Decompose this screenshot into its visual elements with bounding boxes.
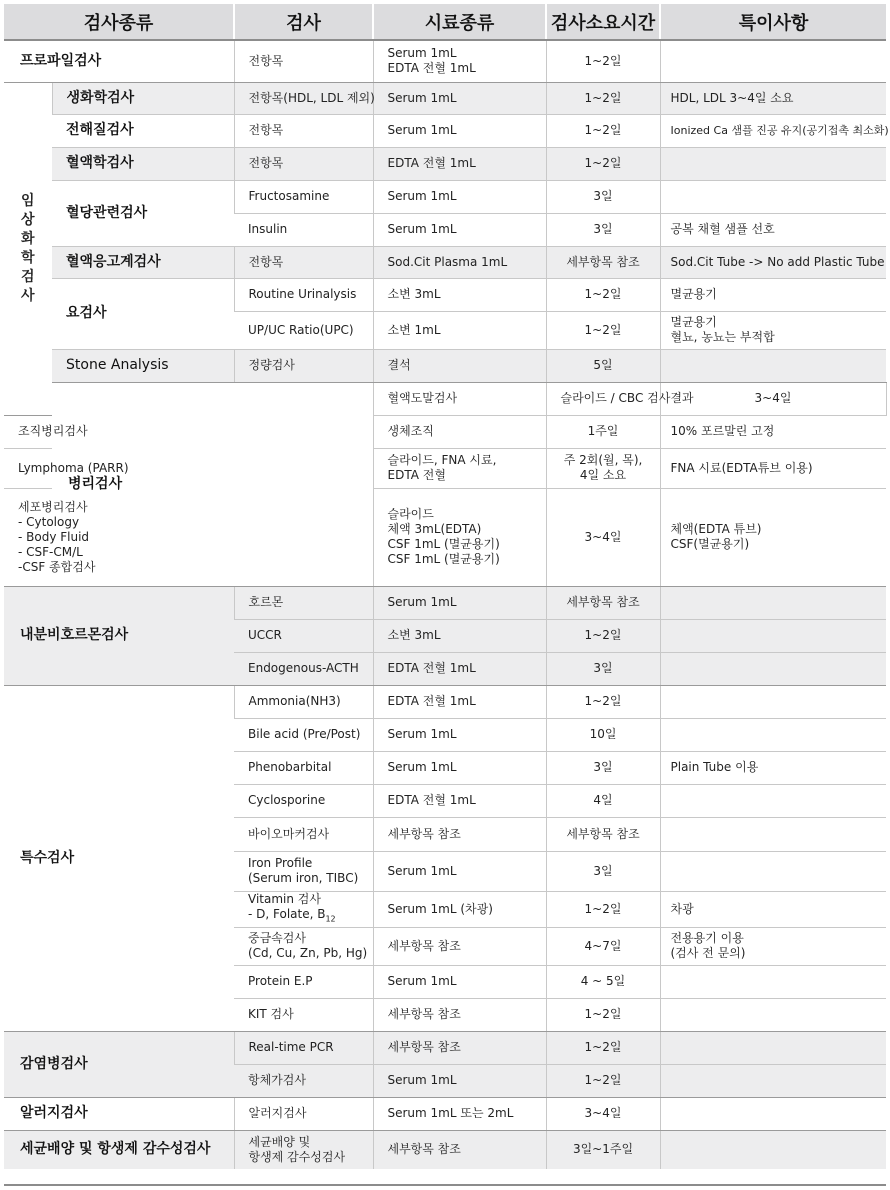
time-cell: 1~2일 — [546, 1031, 660, 1064]
test-cell — [4, 488, 96, 586]
sample-line: EDTA 전혈 1mL — [387, 61, 476, 76]
note-line: (검사 전 문의) — [670, 946, 746, 960]
sample-cell: Serum 1mL — [373, 718, 546, 751]
time-cell: 3일 — [546, 751, 660, 784]
time-cell: 4일 — [546, 784, 660, 817]
table-row — [4, 180, 886, 213]
subcategory-stone: Stone Analysis — [52, 349, 234, 382]
test-cell: 전항목 — [234, 40, 373, 82]
test-line: Iron Profile — [248, 856, 313, 870]
time-cell: 3일 — [546, 180, 660, 213]
sample-cell: 결석 — [373, 349, 546, 382]
test-cell: 혈액도말검사 — [373, 382, 546, 415]
vitamin-list: - D, Folate, B — [248, 906, 326, 921]
note-cell — [660, 685, 886, 718]
header-note: 특이사항 — [660, 4, 886, 40]
sample-cell: Serum 1mL — [373, 114, 546, 147]
note-cell: HDL, LDL 3~4일 소요 — [660, 82, 886, 114]
sample-cell: Serum 1mL — [373, 965, 546, 998]
category-char: 임 — [20, 192, 35, 209]
subscript: 12 — [325, 914, 336, 924]
sample-cell: 소변 3mL — [373, 278, 546, 311]
test-line: Vitamin 검사 — [248, 891, 321, 906]
table-row — [4, 278, 886, 311]
test-cell: Real-time PCR — [234, 1031, 373, 1064]
header-test: 검사 — [234, 4, 373, 40]
test-cell: 항체가검사 — [234, 1064, 373, 1097]
sample-cell: Serum 1mL — [373, 180, 546, 213]
category-clinical — [4, 82, 52, 415]
test-cell: Lymphoma (PARR) — [4, 448, 52, 488]
time-cell: 5일 — [546, 349, 660, 382]
sample-cell: 세부항목 참조 — [373, 927, 546, 965]
note-cell: Ionized Ca 샘플 진공 유지(공기접촉 최소화) — [660, 114, 886, 147]
table-row — [4, 382, 886, 415]
time-cell: 1~2일 — [546, 114, 660, 147]
time-cell: 1~2일 — [546, 619, 660, 652]
sample-line: 체액 3mL(EDTA) — [387, 522, 482, 536]
time-cell: 3~4일 — [546, 488, 660, 586]
time-cell: 3~4일 — [546, 1097, 660, 1130]
test-cell: KIT 검사 — [234, 998, 373, 1031]
category-char: 화 — [20, 230, 35, 247]
note-line: 혈뇨, 농뇨는 부적합 — [670, 330, 775, 344]
time-cell — [546, 448, 660, 488]
note-cell — [660, 40, 886, 82]
note-line: CSF(멸균용기) — [670, 537, 750, 551]
sample-cell: EDTA 전혈 1mL — [373, 784, 546, 817]
subcategory-glucose: 혈당관련검사 — [52, 180, 234, 246]
header-row — [4, 4, 886, 40]
time-cell: 1~2일 — [546, 147, 660, 180]
table-bottom-rule — [4, 1184, 886, 1186]
test-cell: Bile acid (Pre/Post) — [234, 718, 373, 751]
test-line: - CSF-CM/L — [18, 544, 83, 559]
sample-cell: EDTA 전혈 1mL — [373, 685, 546, 718]
note-cell — [660, 998, 886, 1031]
note-cell — [660, 652, 886, 685]
time-cell: 1~2일 — [546, 311, 660, 349]
note-cell — [660, 311, 886, 349]
table-row — [4, 685, 886, 718]
time-cell: 3일~1주일 — [546, 1130, 660, 1169]
note-cell — [660, 1097, 886, 1130]
sample-cell: EDTA 전혈 1mL — [373, 147, 546, 180]
sample-cell: 슬라이드 / CBC 검사결과 — [546, 382, 660, 415]
test-cell: 전항목 — [234, 147, 373, 180]
note-cell — [660, 851, 886, 891]
category-allergy: 알러지검사 — [4, 1097, 234, 1130]
test-cell: Ammonia(NH3) — [234, 685, 373, 718]
test-line: - Body Fluid — [18, 529, 90, 544]
test-cell: 전항목 — [234, 114, 373, 147]
test-cell: Routine Urinalysis — [234, 278, 373, 311]
time-cell: 10일 — [546, 718, 660, 751]
test-cell: Endogenous-ACTH — [234, 652, 373, 685]
test-cell: 알러지검사 — [234, 1097, 373, 1130]
sample-cell: Serum 1mL — [373, 751, 546, 784]
sample-cell — [373, 488, 546, 586]
sample-line: EDTA 전혈 — [387, 468, 446, 482]
test-cell: Fructosamine — [234, 180, 373, 213]
table-row — [4, 1031, 886, 1064]
note-cell: 공복 채혈 샘플 선호 — [660, 213, 886, 246]
test-guide-table — [4, 4, 889, 1169]
sample-line: Serum 1mL — [387, 46, 457, 61]
test-line: 항생제 감수성검사 — [248, 1149, 346, 1164]
sample-cell: EDTA 전혈 1mL — [373, 652, 546, 685]
test-line: - Cytology — [18, 514, 80, 529]
note-cell: Sod.Cit Tube -> No add Plastic Tube — [660, 246, 886, 278]
sample-cell: Serum 1mL — [373, 1064, 546, 1097]
table-row — [4, 246, 886, 278]
table-row — [4, 349, 886, 382]
table-row — [4, 1097, 886, 1130]
table-row — [4, 82, 886, 114]
header-time: 검사소요시간 — [546, 4, 660, 40]
test-cell: 조직병리검사 — [4, 415, 52, 448]
table-row — [4, 586, 886, 619]
table-row — [4, 114, 886, 147]
time-cell: 1~2일 — [546, 1064, 660, 1097]
time-cell: 3~4일 — [660, 382, 886, 415]
sample-line: 슬라이드 — [387, 507, 434, 521]
subcategory-biochem: 생화학검사 — [52, 82, 234, 114]
sample-cell: Serum 1mL — [373, 851, 546, 891]
category-profile: 프로파일검사 — [4, 40, 234, 82]
sample-cell: Sod.Cit Plasma 1mL — [373, 246, 546, 278]
test-cell: UCCR — [234, 619, 373, 652]
time-cell: 1주일 — [546, 415, 660, 448]
note-cell: 10% 포르말린 고정 — [660, 415, 886, 448]
test-cell: 호르몬 — [234, 586, 373, 619]
note-cell — [660, 817, 886, 851]
sample-cell: Serum 1mL — [373, 213, 546, 246]
note-cell: Plain Tube 이용 — [660, 751, 886, 784]
category-char: 학 — [20, 249, 35, 266]
sample-cell: Serum 1mL — [373, 82, 546, 114]
time-cell: 1~2일 — [546, 998, 660, 1031]
category-special: 특수검사 — [4, 685, 234, 1031]
sample-line: 슬라이드, FNA 시료, — [387, 453, 497, 467]
table-row — [4, 40, 886, 82]
sample-cell: 소변 3mL — [373, 619, 546, 652]
test-line: 중금속검사 — [248, 931, 306, 945]
note-cell: 멸균용기 — [660, 278, 886, 311]
sample-cell — [373, 448, 546, 488]
subcategory-urine: 요검사 — [52, 278, 234, 349]
category-pathology: 병리검사 — [52, 382, 373, 586]
test-cell: Cyclosporine — [234, 784, 373, 817]
category-char: 상 — [20, 211, 35, 228]
test-cell: 바이오마커검사 — [234, 817, 373, 851]
note-cell — [660, 488, 886, 586]
test-cell: UP/UC Ratio(UPC) — [234, 311, 373, 349]
note-cell — [660, 619, 886, 652]
sample-line: CSF 1mL (멸균용기) — [387, 552, 500, 566]
note-cell — [660, 147, 886, 180]
time-cell: 세부항목 참조 — [546, 586, 660, 619]
note-cell: FNA 시료(EDTA튜브 이용) — [660, 448, 886, 488]
note-cell — [660, 349, 886, 382]
test-cell — [234, 851, 373, 891]
category-char: 사 — [20, 287, 35, 304]
sample-cell: 세부항목 참조 — [373, 817, 546, 851]
note-cell: 차광 — [660, 891, 886, 927]
time-cell: 1~2일 — [546, 891, 660, 927]
time-cell: 3일 — [546, 213, 660, 246]
subcategory-electrolyte: 전해질검사 — [52, 114, 234, 147]
sample-cell: 세부항목 참조 — [373, 1130, 546, 1169]
note-cell — [660, 784, 886, 817]
time-cell: 4 ~ 5일 — [546, 965, 660, 998]
sample-cell: Serum 1mL — [373, 586, 546, 619]
sample-cell: 생체조직 — [373, 415, 546, 448]
note-line: 멸균용기 — [670, 315, 717, 329]
table-row — [4, 147, 886, 180]
sample-cell: 세부항목 참조 — [373, 1031, 546, 1064]
table-row — [4, 1130, 886, 1169]
note-line: 전용용기 이용 — [670, 931, 744, 945]
sample-cell — [373, 40, 546, 82]
subcategory-coagulation: 혈액응고계검사 — [52, 246, 234, 278]
sample-cell: 소변 1mL — [373, 311, 546, 349]
test-cell: 전항목(HDL, LDL 제외) — [234, 82, 373, 114]
test-cell: 정량검사 — [234, 349, 373, 382]
sample-cell: Serum 1mL (차광) — [373, 891, 546, 927]
category-endocrine: 내분비호르몬검사 — [4, 586, 234, 685]
note-cell — [660, 718, 886, 751]
test-line: 세포병리검사 — [18, 499, 88, 514]
time-cell: 1~2일 — [546, 685, 660, 718]
category-char: 검 — [20, 268, 35, 285]
time-cell: 1~2일 — [546, 278, 660, 311]
header-sample: 시료종류 — [373, 4, 546, 40]
note-line: 체액(EDTA 튜브) — [670, 522, 762, 536]
test-line: (Cd, Cu, Zn, Pb, Hg) — [248, 946, 368, 960]
test-cell — [234, 1130, 373, 1169]
time-cell: 3일 — [546, 851, 660, 891]
category-infection: 감염병검사 — [4, 1031, 234, 1097]
sample-line: CSF 1mL (멸균용기) — [387, 537, 500, 551]
sample-cell: Serum 1mL 또는 2mL — [373, 1097, 546, 1130]
test-cell: Insulin — [234, 213, 373, 246]
time-cell: 세부항목 참조 — [546, 246, 660, 278]
note-cell — [660, 965, 886, 998]
time-cell: 1~2일 — [546, 40, 660, 82]
time-line: 4일 소요 — [579, 468, 627, 482]
sample-cell: 세부항목 참조 — [373, 998, 546, 1031]
test-cell: 전항목 — [234, 246, 373, 278]
test-cell: Phenobarbital — [234, 751, 373, 784]
test-line: 세균배양 및 — [248, 1134, 311, 1149]
note-cell — [660, 1130, 886, 1169]
note-cell — [660, 180, 886, 213]
time-cell: 3일 — [546, 652, 660, 685]
test-cell: Protein E.P — [234, 965, 373, 998]
subcategory-hematology: 혈액학검사 — [52, 147, 234, 180]
note-cell — [660, 1064, 886, 1097]
category-culture: 세균배양 및 항생제 감수성검사 — [4, 1130, 234, 1169]
test-cell — [234, 927, 373, 965]
time-line: 주 2회(월, 목), — [563, 453, 643, 467]
test-line: -CSF 종합검사 — [18, 559, 96, 574]
test-cell — [234, 891, 373, 927]
time-cell: 1~2일 — [546, 82, 660, 114]
note-cell — [660, 1031, 886, 1064]
test-line: (Serum iron, TIBC) — [248, 871, 359, 885]
note-cell — [660, 927, 886, 965]
test-line — [248, 907, 373, 926]
header-category: 검사종류 — [4, 4, 234, 40]
time-cell: 4~7일 — [546, 927, 660, 965]
time-cell: 세부항목 참조 — [546, 817, 660, 851]
note-cell — [660, 586, 886, 619]
